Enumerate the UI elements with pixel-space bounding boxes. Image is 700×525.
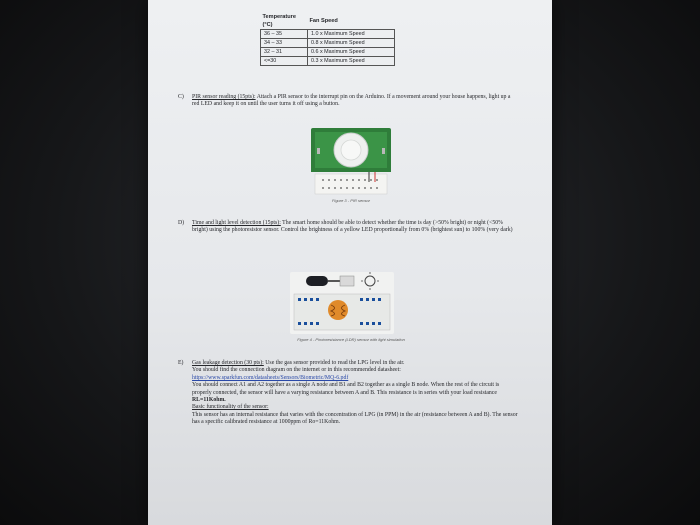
- pir-pin: [317, 148, 320, 154]
- ldr-sensor: [328, 300, 348, 320]
- table-row: [261, 39, 395, 48]
- table-cell: 34 – 33: [261, 39, 308, 48]
- section-e-paragraph-2: You should find the connection diagram on the internet or in this recommended datasheet:: [192, 367, 401, 374]
- pir-dome-inner: [341, 140, 361, 160]
- table-cell: 0.6 x Maximum Speed: [308, 48, 395, 57]
- table-header-fan-speed: Fan Speed: [309, 18, 338, 24]
- section-c: [178, 94, 518, 109]
- table-cell: <=30: [261, 57, 308, 66]
- section-e-title: Gas leakage detection (30 pts):: [192, 360, 264, 366]
- pir-pin: [382, 148, 385, 154]
- section-c-text: Attach a PIR sensor to the interrupt pin on the Arduino. If a movement around your house happens, light up a red LED and keep it on until the user turns it off using a button.: [192, 94, 511, 108]
- table-cell: 36 – 35: [261, 30, 308, 39]
- section-e-paragraph-4: This sensor has an internal resistance that varies with the concentration of LPG (in PPM) in the air (resistance between A and B). The sensor has a specific calibrated resistance at 1000ppm of Ro=11Kohm.: [192, 411, 518, 426]
- table-cell: 32 – 31: [261, 48, 308, 57]
- load-resistance-value: RL=11Kohm.: [192, 397, 226, 404]
- breadboard: [315, 174, 387, 194]
- figure-4-caption: Figure 4 - Photoresistance (LDR) sensor with light simulation: [297, 337, 405, 342]
- pir-sensor-figure: [311, 128, 391, 196]
- figure-3-caption: Figure 3 - PIR sensor: [331, 198, 370, 203]
- photoresistor-figure: [290, 272, 394, 334]
- led-body: [306, 276, 328, 286]
- table-cell: 0.8 x Maximum Speed: [308, 39, 395, 48]
- section-e-text: Use the gas sensor provided to read the LPG level in the air.: [263, 360, 405, 366]
- section-c-letter: C): [178, 94, 184, 100]
- resistor: [340, 276, 354, 286]
- document-page: [148, 0, 552, 525]
- table-header-temperature: Temperature (°C): [262, 14, 296, 28]
- basic-functionality-title: Basic functionality of the sensor:: [192, 404, 269, 411]
- datasheet-link[interactable]: https://www.sparkfun.com/datasheets/Sensors/Biometric/MQ-6.pdf: [192, 374, 349, 381]
- table-row: [261, 57, 395, 66]
- section-e-paragraph-3: You should connect A1 and A2 together as a single A node and B1 and B2 together as a single B node. When the rest of the circuit is properly connected, the sensor will have a varying resistance between A and B. This resistance is in series with your load resistance: [192, 382, 500, 396]
- section-d-letter: D): [178, 220, 185, 226]
- table-row: [261, 48, 395, 57]
- section-d-title: Time and light level detection (15pts):: [192, 220, 281, 226]
- table-row: [261, 30, 395, 39]
- section-e-letter: E): [178, 360, 184, 366]
- fan-speed-table: [260, 13, 395, 66]
- table-cell: 0.3 x Maximum Speed: [308, 57, 395, 66]
- section-d-text: The smart home should be able to detect whether the time is day (>50% bright) or night (<50% bright) using the photoresistor sensor. Control the brightness of a yellow LED proportionally from 0% (brightest sun) to 100% (very dark): [192, 220, 513, 234]
- table-cell: 1.0 x Maximum Speed: [308, 30, 395, 39]
- section-c-title: PIR sensor reading (15pts):: [192, 94, 256, 100]
- section-e: [178, 360, 518, 427]
- section-d: [178, 220, 518, 235]
